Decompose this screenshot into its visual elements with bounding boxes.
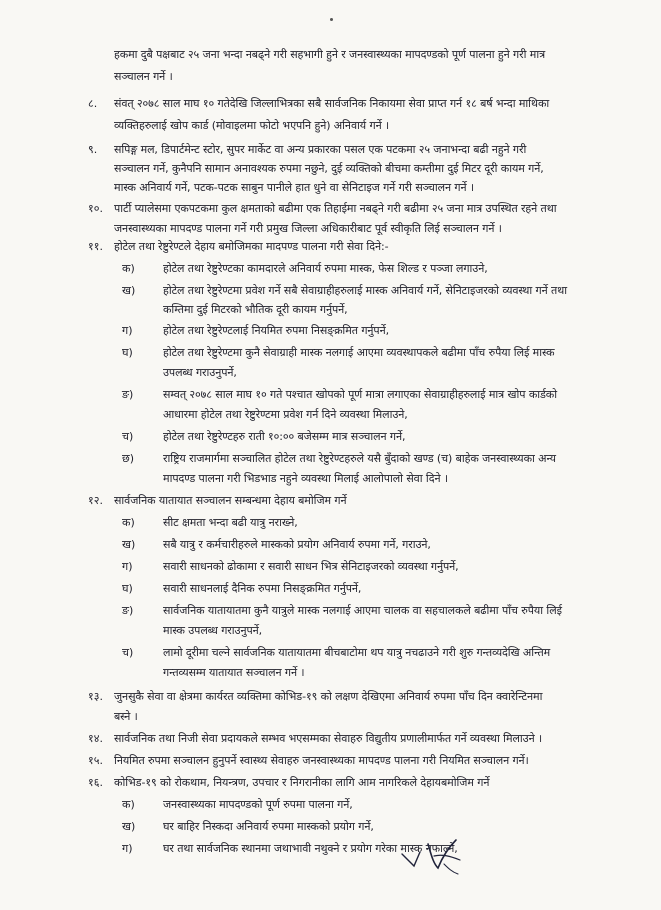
subitem-text: होटेल तथा रेष्टुरेण्टहरु राती १०:०० बजेसम्म मात्र सञ्चालन गर्ने, — [163, 430, 406, 443]
subitem-text: होटेल तथा रेष्टुरेण्टलाई नियमित रुपमा निसङ्क्रमित गर्नुपर्ने, — [163, 324, 389, 337]
item-text-line: संवत् २०७८ साल माघ १० गतेदेखि जिल्लाभित्रका सबै सार्वजनिक निकायमा सेवा प्राप्त गर्न १८ बर्ष भन्दा माथिका — [114, 97, 550, 110]
signature-image — [398, 834, 468, 878]
item-text-line: नियमित रुपमा सञ्चालन हुनुपर्ने स्वास्थ्य सेवाहरु जनस्वास्थ्यका मापदण्ड पालना गरी नियमित सञ्चालन गर्ने। — [114, 754, 529, 767]
subitem-letter: ख) — [122, 820, 136, 833]
subitem-text: सवारी साधनलाई दैनिक रुपमा निसङ्क्रमित गर्नुपर्ने, — [163, 582, 362, 595]
subitem-text: गन्तव्यसम्म यातायात सञ्चालन गर्ने । — [163, 666, 305, 679]
item-number: १२. — [88, 494, 103, 507]
item-text-line: कोभिड-१९ को रोकथाम, नियन्त्रण, उपचार र निगरानीका लागि आम नागरिकले देहायबमोजिम गर्ने — [114, 776, 490, 789]
subitem-text: जनस्वास्थ्यका मापदण्डको पूर्ण रुपमा पालना गर्ने, — [163, 798, 353, 811]
subitem-letter: क) — [122, 798, 135, 811]
subitem-letter: ग) — [122, 842, 133, 855]
subitem-letter: ग) — [122, 560, 133, 573]
item-number: ११. — [88, 240, 103, 253]
subitem-letter: घ) — [122, 346, 133, 359]
subitem-letter: ङ) — [122, 604, 134, 617]
subitem-text: सम्वत् २०७८ साल माघ १० गते पश्चात खोपको पूर्ण मात्रा लगाएका सेवाग्राहीहरुलाई मात्र खोप कार्डको — [163, 388, 557, 401]
subitem-text: उपलब्ध गराउनुपर्ने, — [163, 366, 237, 379]
subitem-letter: घ) — [122, 582, 133, 595]
subitem-letter: छ) — [122, 452, 135, 465]
subitem-text: सार्वजनिक यातायातमा कुनै यात्रुले मास्क नलगाई आएमा चालक वा सहचालकले बढीमा पाँच रुपैया लिई — [163, 604, 562, 617]
item-text-line: सार्वजनिक यातायात सञ्चालन सम्बन्धमा देहाय बमोजिम गर्ने — [114, 494, 347, 507]
item-text-line: मास्क अनिवार्य गर्ने, पटक-पटक साबुन पानीले हात धुने वा सेनिटाइज गर्ने गरी सञ्चालन गर्ने । — [114, 181, 474, 194]
scan-speck — [330, 18, 333, 21]
subitem-letter: च) — [122, 646, 134, 659]
subitem-letter: ख) — [122, 284, 136, 297]
item-text-line: सपिङ्ग मल, डिपार्टमेन्ट स्टोर, सुपर मार्केट वा अन्य प्रकारका पसल एक पटकमा २५ जनाभन्दा बढी नहुने गरी — [114, 143, 527, 156]
subitem-text: घर तथा सार्वजनिक स्थानमा जथाभावी नथुक्ने र प्रयोग गरेका मास्क नफाल्ने, — [163, 842, 458, 855]
item-number: १४. — [88, 732, 103, 745]
item-number: १६. — [88, 776, 103, 789]
item-text-line: बस्ने । — [114, 710, 138, 723]
subitem-letter: ङ) — [122, 388, 134, 401]
item-text-line: जनस्वास्थ्यका मापदण्ड पालना गर्ने गरी प्रमुख जिल्ला अधिकारीबाट पूर्व स्वीकृति लिई सञ्चालन गर्ने । — [114, 222, 502, 235]
subitem-letter: क) — [122, 516, 135, 529]
subitem-text: सीट क्षमता भन्दा बढी यात्रु नराख्ने, — [163, 516, 298, 529]
continued-line-2: सञ्चालन गर्ने । — [114, 70, 173, 83]
item-number: १०. — [88, 202, 103, 215]
subitem-text: होटेल तथा रेष्टुरेण्टमा प्रवेश गर्ने सबै सेवाग्राहीहरुलाई मास्क अनिवार्य गर्ने, सेनिटाइजरको व्यवस्था गर्ने तथा — [163, 284, 567, 297]
item-text-line: सञ्चालन गर्ने, कुनैपनि सामान अनावश्यक रुपमा नछुने, दुई व्यक्तिको बीचमा कम्तीमा दुई मिटर दूरी कायम गर्ने, — [114, 162, 544, 175]
subitem-letter: च) — [122, 430, 134, 443]
item-number: ९. — [88, 143, 98, 156]
item-number: १५. — [88, 754, 103, 767]
item-number: ८. — [88, 97, 98, 110]
subitem-text: मास्क उपलब्ध गराउनुपर्ने, — [163, 624, 263, 637]
subitem-text: कम्तिमा दुई मिटरको भौतिक दूरी कायम गर्नुपर्ने, — [163, 303, 348, 316]
subitem-letter: क) — [122, 262, 135, 275]
subitem-text: होटेल तथा रेष्टुरेण्टमा कुनै सेवाग्राही मास्क नलगाई आएमा व्यवस्थापकले बढीमा पाँच रुपैया लिई मास्क — [163, 346, 555, 359]
item-text-line: होटेल तथा रेष्टुरेण्टले देहाय बमोजिमका मादपण्ड पालना गरी सेवा दिने:- — [114, 240, 389, 253]
item-text-line: पार्टी प्यालेसमा एकपटकमा कुल क्षमताको बढीमा एक तिहाईमा नबढ्ने गरी बढीमा २५ जना मात्र उपस्थित रहने तथा — [114, 202, 557, 215]
subitem-text: सवारी साधनको ढोकामा र सवारी साधन भित्र सेनिटाइजरको व्यवस्था गर्नुपर्ने, — [163, 560, 459, 573]
subitem-text: होटेल तथा रेष्टुरेण्टका कामदारले अनिवार्य रुपमा मास्क, फेस शिल्ड र पञ्जा लगाउने, — [163, 262, 488, 275]
item-text-line: जुनसुकै सेवा वा क्षेत्रमा कार्यरत व्यक्तिमा कोभिड-१९ को लक्षण देखिएमा अनिवार्य रुपमा पाँच दिन क्वारेन्टिनमा — [114, 690, 543, 703]
subitem-text: घर बाहिर निस्कदा अनिवार्य रुपमा मास्कको प्रयोग गर्ने, — [163, 820, 374, 833]
item-text-line: व्यक्तिहरुलाई खोप कार्ड (मोवाइलमा फोटो भएपनि हुने) अनिवार्य गर्ने । — [114, 119, 390, 132]
item-number: १३. — [88, 690, 103, 703]
continued-line-1: हकमा दुबै पक्षबाट २५ जना भन्दा नबढ्ने गरी सहभागी हुने र जनस्वास्थ्यका मापदण्डको पूर्ण पालना हुने गरी मात्र — [114, 48, 546, 61]
subitem-text: मापदण्ड पालना गरी भिडभाड नहुने व्यवस्था मिलाई आलोपालो सेवा दिने । — [163, 472, 448, 485]
subitem-text: लामो दूरीमा चल्ने सार्वजनिक यातायातमा बीचबाटोमा थप यात्रु नचढाउने गरी शुरु गन्तव्यदेखि अन्तिम — [163, 646, 551, 659]
item-text-line: सार्वजनिक तथा निजी सेवा प्रदायकले सम्भव भएसम्मका सेवाहरु विद्युतीय प्रणालीमार्फत गर्ने व्यवस्था मिलाउने । — [114, 732, 543, 745]
subitem-text: आधारमा होटेल तथा रेष्टुरेण्टमा प्रवेश गर्न दिने व्यवस्था मिलाउने, — [163, 408, 408, 421]
subitem-letter: ख) — [122, 538, 136, 551]
subitem-text: राष्ट्रिय राजमार्गमा सञ्चालित होटेल तथा रेष्टुरेण्टहरुले यसै बुँदाको खण्ड (च) बाहेक जनस्वास्थ्यका अन्य — [163, 452, 556, 465]
subitem-letter: ग) — [122, 324, 133, 337]
subitem-text: सबै यात्रु र कर्मचारीहरुले मास्कको प्रयोग अनिवार्य रुपमा गर्ने, गराउने, — [163, 538, 431, 551]
